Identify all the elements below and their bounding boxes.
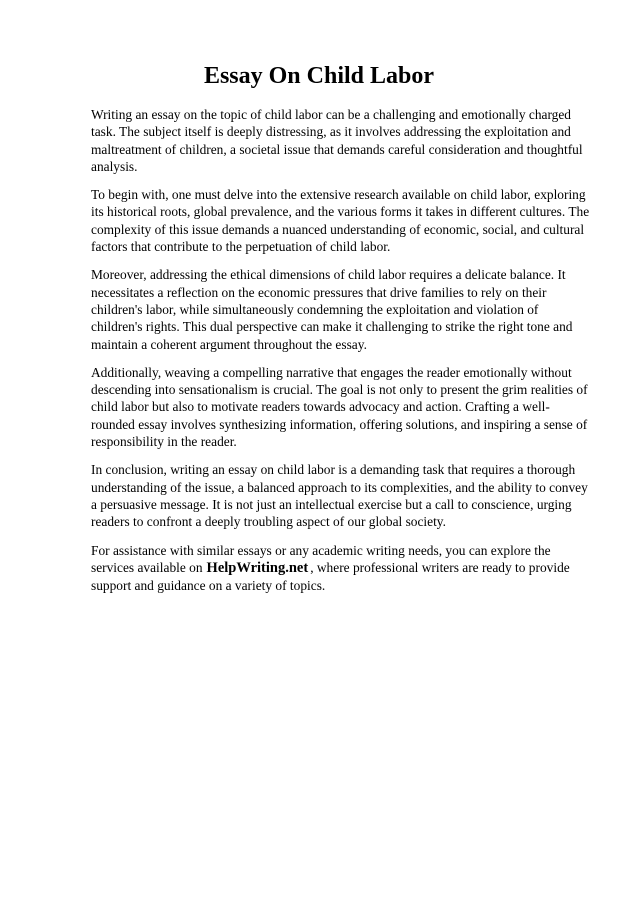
paragraph-ethics: Moreover, addressing the ethical dimensions of child labor requires a delicate balance. It necessitates a reflection on the economic pressures that drive families to rely on their children's labor, while simultaneously condemning the exploitation and violation of children's rights. This dual perspective can make it challenging to strike the right tone and maintain a coherent argument throughout the essay. bbox=[91, 267, 573, 352]
document-title: Essay On Child Labor bbox=[203, 63, 435, 89]
paragraph-conclusion: In conclusion, writing an essay on child labor is a demanding task that requires a thorough understanding of the issue, a balanced approach to its complexities, and the ability to convey a persuasive message. It is not just an intellectual exercise but a call to conscience, urging readers to confront a deeply troubling aspect of our global society. bbox=[91, 462, 588, 530]
paragraph-narrative: Additionally, weaving a compelling narrative that engages the reader emotionally without descending into sensationalism is crucial. The goal is not only to present the grim realities of child labor but also to motivate readers towards advocacy and action. Crafting a well-rounded essay involves synthesizing information, offering solutions, and inspiring a sense of responsibility in the reader. bbox=[91, 364, 588, 450]
paragraph-closing bbox=[91, 542, 591, 595]
closing-text-before-link: For assistance with similar essays or any academic writing needs, you can explore the services available on bbox=[91, 542, 551, 575]
paragraph-intro: Writing an essay on the topic of child labor can be a challenging and emotionally charged task. The subject itself is deeply distressing, as it involves addressing the exploitation and maltreatment of children, a societal issue that demands careful consideration and thoughtful analysis. bbox=[91, 107, 583, 174]
helpwriting-link[interactable]: HelpWriting.net bbox=[206, 559, 309, 576]
closing-text-after-link: , where professional writers are ready to provide support and guidance on a variety of topics. bbox=[91, 559, 570, 594]
document-body bbox=[91, 106, 591, 605]
paragraph-research: To begin with, one must delve into the extensive research available on child labor, exploring its historical roots, global prevalence, and the various forms it takes in different cultures. The complexity of this issue demands a nuanced understanding of economic, social, and cultural factors that contribute to the perpetuation of child labor. bbox=[91, 187, 590, 255]
